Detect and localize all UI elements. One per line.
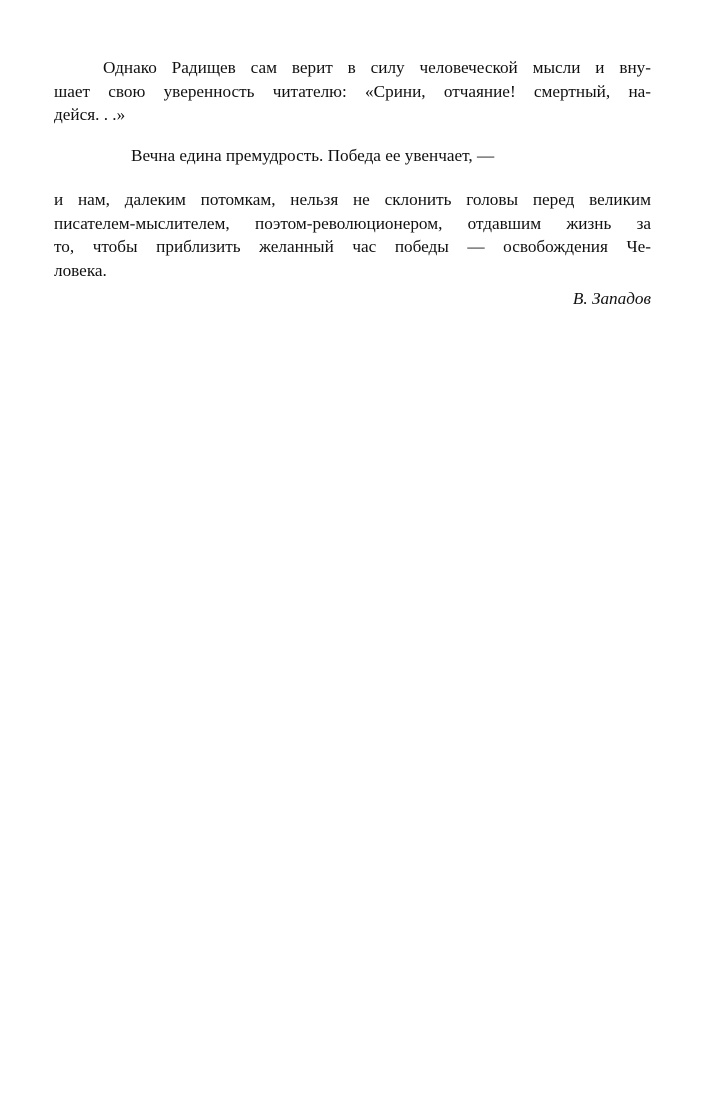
paragraph-line: писателем-мыслителем, поэтом-революционером, отдавшим жизнь за xyxy=(54,213,651,233)
verse-quote: Вечна едина премудрость. Победа ее увенчает, — xyxy=(131,146,495,165)
paragraph-line: ловека. xyxy=(54,260,107,280)
paragraph-line: и нам, далеким потомкам, нельзя не склонить головы перед великим xyxy=(54,190,651,209)
paragraph-radishchev-belief xyxy=(54,56,651,127)
paragraph-line: дейся. . .» xyxy=(54,105,126,124)
paragraph-line: Однако Радищев сам верит в силу человеческой мысли и вну- xyxy=(103,58,651,77)
paragraph-tribute xyxy=(54,188,651,282)
paragraph-line: то, чтобы приблизить желанный час победы — освобождения Че- xyxy=(54,237,651,256)
paragraph-line: шает свою уверенность читателю: «Срини, отчаяние! смертный, на- xyxy=(54,81,651,101)
author-signature: В. Западов xyxy=(572,289,651,308)
